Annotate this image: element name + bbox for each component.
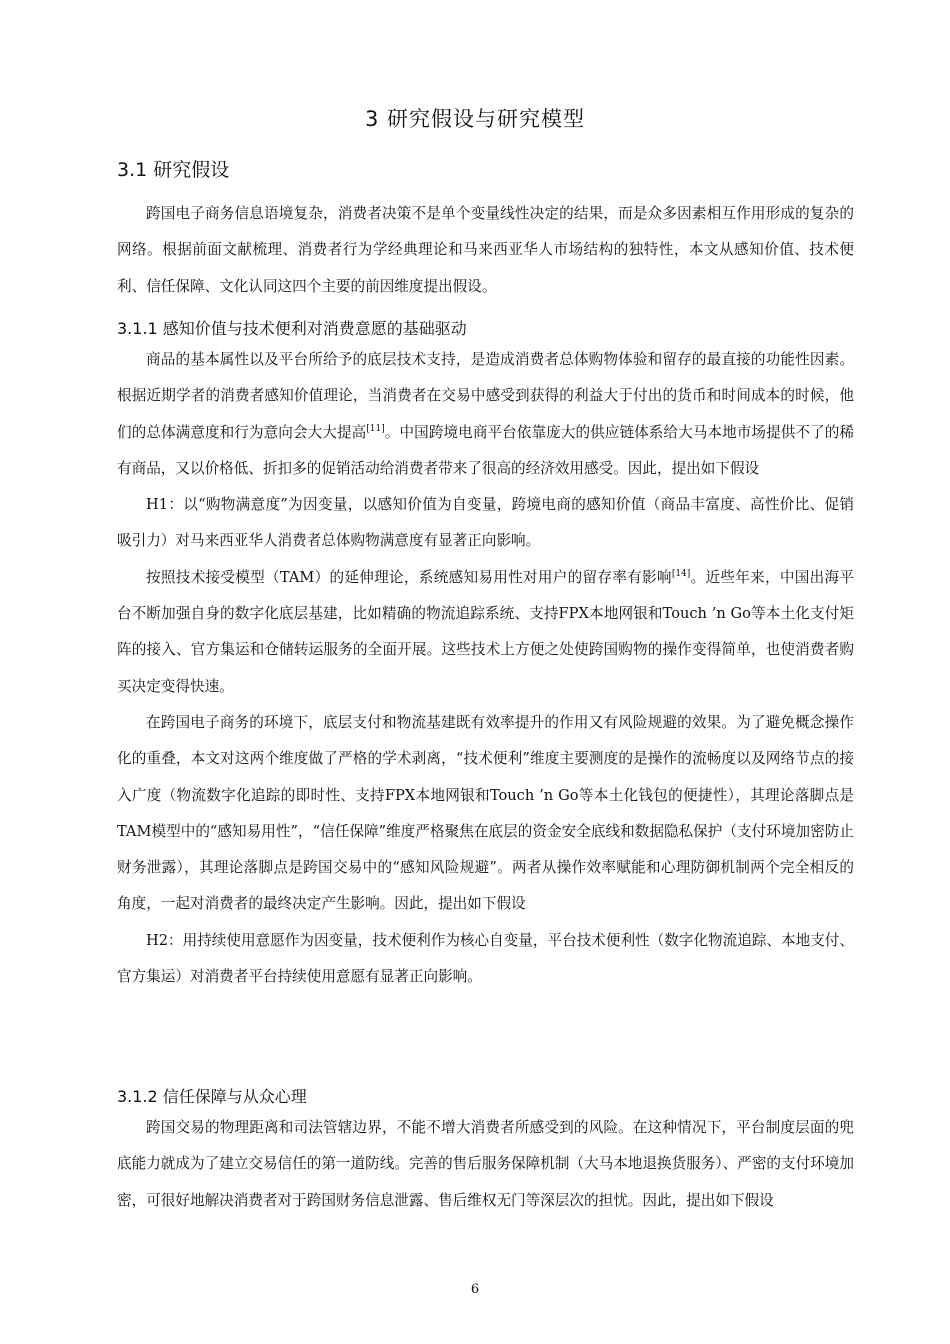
citation-14: [14]	[671, 568, 691, 579]
paragraph-perceived-value	[117, 342, 854, 487]
section-3-1-intro	[117, 196, 854, 305]
section-heading-3-1-1: 3.1.1 感知价值与技术便利对消费意愿的基础驱动	[117, 319, 467, 338]
paragraph-text: 按照技术接受模型（TAM）的延伸理论，系统感知易用性对用户的留存率有影响	[146, 568, 672, 586]
paragraph-trust: 跨国交易的物理距离和司法管辖边界，不能不增大消费者所感受到的风险。在这种情况下，平台制度层面的兜底能力就成为了建立交易信任的第一道防线。完善的售后服务保障机制（大马本地退换货服务）、严密的支付环境加密，可很好地解决消费者对于跨国财务信息泄露、售后维权无门等深层次的担忧。因此，提出如下假设	[117, 1119, 854, 1209]
paragraph-text: 。中国跨境电商平台依靠庞大的供应链体系给大马本地市场提供不了的稀有商品，又以价格低、折扣多的促销活动给消费者带来了很高的经济效用感受。因此，提出如下假设	[117, 423, 854, 477]
paragraph-tam	[117, 560, 854, 705]
citation-11: [11]	[366, 423, 385, 434]
paragraph-dimension-separation: 在跨国电子商务的环境下，底层支付和物流基建既有效率提升的作用又有风险规避的效果。为了避免概念操作化的重叠，本文对这两个维度做了严格的学术剥离，“技术便利”维度主要测度的是操作的流畅度以及网络节点的接入广度（物流数字化追踪的即时性、支持FPX本地网银和Touch ’n Go等本土化钱包的便捷性），其理论落脚点是TAM模型中的“感知易用性”，“信任保障”维度严格聚焦在底层的资金安全底线和数据隐私保护（支付环境加密防止财务泄露），其理论落脚点是跨国交易中的“感知风险规避”。两者从操作效率赋能和心理防御机制两个完全相反的角度，一起对消费者的最终决定产生影响。因此，提出如下假设	[117, 713, 854, 913]
page-number: 6	[470, 1282, 480, 1297]
section-heading-3-1: 3.1 研究假设	[117, 159, 230, 181]
section-3-1-1-body	[117, 342, 854, 995]
paragraph-text: 商品的基本属性以及平台所给予的底层技术支持，是造成消费者总体购物体验和留存的最直接的功能性因素。根据近期学者的消费者感知价值理论，当消费者在交易中感受到获得的利益大于付出的货币和时间成本的时候，他们的总体满意度和行为意向会大大提高	[117, 351, 854, 441]
intro-paragraph: 跨国电子商务信息语境复杂，消费者决策不是单个变量线性决定的结果，而是众多因素相互作用形成的复杂的网络。根据前面文献梳理、消费者行为学经典理论和马来西亚华人市场结构的独特性，本文从感知价值、技术便利、信任保障、文化认同这四个主要的前因维度提出假设。	[117, 205, 854, 295]
hypothesis-h1: H1：以“购物满意度”为因变量，以感知价值为自变量，跨境电商的感知价值（商品丰富度、高性价比、促销吸引力）对马来西亚华人消费者总体购物满意度有显著正向影响。	[117, 496, 854, 550]
paragraph-text: 。近些年来，中国出海平台不断加强自身的数字化底层基建，比如精确的物流追踪系统、支持FPX本地网银和Touch ’n Go等本土化支付矩阵的接入、官方集运和仓储转运服务的全面开展。这些技术上方便之处使跨国购物的操作变得简单，也使消费者购买决定变得快速。	[117, 568, 854, 695]
section-heading-3-1-2: 3.1.2 信任保障与从众心理	[117, 1087, 307, 1106]
hypothesis-h2: H2：用持续使用意愿作为因变量，技术便利作为核心自变量，平台技术便利性（数字化物流追踪、本地支付、官方集运）对消费者平台持续使用意愿有显著正向影响。	[117, 931, 854, 986]
chapter-title: 3 研究假设与研究模型	[364, 107, 586, 131]
section-3-1-2-body	[117, 1110, 854, 1219]
